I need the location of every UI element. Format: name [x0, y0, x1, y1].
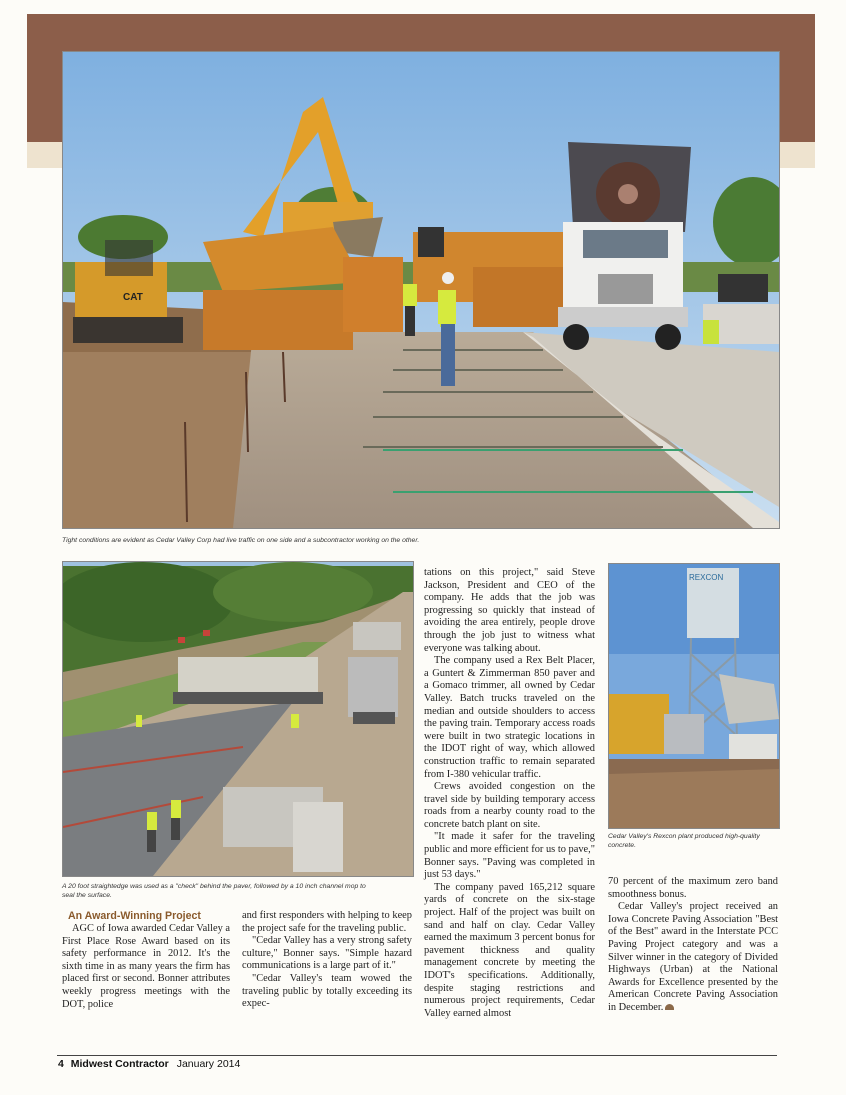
right-photo [608, 563, 780, 829]
cat-logo: CAT [123, 292, 143, 303]
paragraph: "Cedar Valley's team wowed the traveling public by totally exceeding its expec- [242, 972, 412, 1010]
publication-name: Midwest Contractor [70, 1058, 169, 1070]
article-column-1 [62, 910, 230, 1011]
article-column-3 [424, 567, 595, 1020]
left-photo [62, 561, 414, 877]
left-photo-caption: A 20 foot straightedge was used as a "check" behind the paver, followed by a 10 inch channel mop to seal the surface. [62, 883, 366, 899]
end-mark-icon [665, 1004, 674, 1010]
right-photo-caption: Cedar Valley's Rexcon plant produced high-quality concrete. [608, 833, 760, 849]
subhead: An Award-Winning Project [68, 910, 201, 922]
page-number: 4 [58, 1058, 64, 1070]
issue-date: January 2014 [176, 1058, 241, 1070]
paragraph: 70 percent of the maximum zero band smoothness bonus. [608, 876, 778, 900]
paragraph: tations on this project," said Steve Jackson, President and CEO of the company. He adds that the job was progressing so quickly that instead of avoiding the area entirely, people drove through the job just to witness what everyone was talking about. [424, 567, 595, 654]
paragraph: The company paved 165,212 square yards of concrete on the six-stage project. Half of the project was built on sand and half on clay. Cedar Valley earned the maximum 3 percent bonus for pavement thickness and quality management concrete by meeting the IDOT's specifications. Additionally, despite staging restrictions and numerous project requirements, Cedar Valley earned almost [424, 881, 595, 1019]
paragraph: The company used a Rex Belt Placer, a Guntert & Zimmerman 850 paver and a Gomaco trimmer, all owned by Cedar Valley. Batch trucks traveled on the median and outside shoulders to access the paving train. Temporary access roads were built in two strategic locations in the IDOT right of way, which allowed construction traffic to remain separated from I-380 vehicular traffic. [424, 655, 595, 780]
paragraph: Cedar Valley's project received an Iowa Concrete Paving Association "Best of the Best" award in the Interstate PCC Paving Project category and was a Silver winner in the category of Divided Highways (Urban) at the National Awards for Excellence presented by the American Concrete Paving Association in December. [608, 901, 778, 1013]
footer [58, 1058, 240, 1070]
paragraph: AGC of Iowa awarded Cedar Valley a First Place Rose Award based on its safety performance in 2012. It's the sixth time in as many years the firm has placed first or second. Bonner attributes weekly progress meetings with the DOT, police [62, 923, 230, 1010]
main-photo-caption: Tight conditions are evident as Cedar Valley Corp had live traffic on one side and a subcontractor working on the other. [62, 537, 420, 544]
article-column-2 [242, 910, 412, 1011]
paragraph: and first responders with helping to keep the project safe for the traveling public. [242, 910, 412, 934]
paragraph: "Cedar Valley has a very strong safety culture," Bonner says. "Simple hazard communications is a large part of it." [242, 935, 412, 972]
main-photo [62, 51, 780, 529]
paragraph: Crews avoided congestion on the travel side by building temporary access roads from a nearby county road to the concrete batch plant on site. [424, 781, 595, 830]
footer-rule [57, 1055, 777, 1056]
paragraph: "It made it safer for the traveling public and more efficient for us to pave," Bonner says. "Paving was completed in just 53 days." [424, 831, 595, 881]
plant-logo: REXCON [689, 573, 724, 582]
article-column-4 [608, 876, 778, 1015]
